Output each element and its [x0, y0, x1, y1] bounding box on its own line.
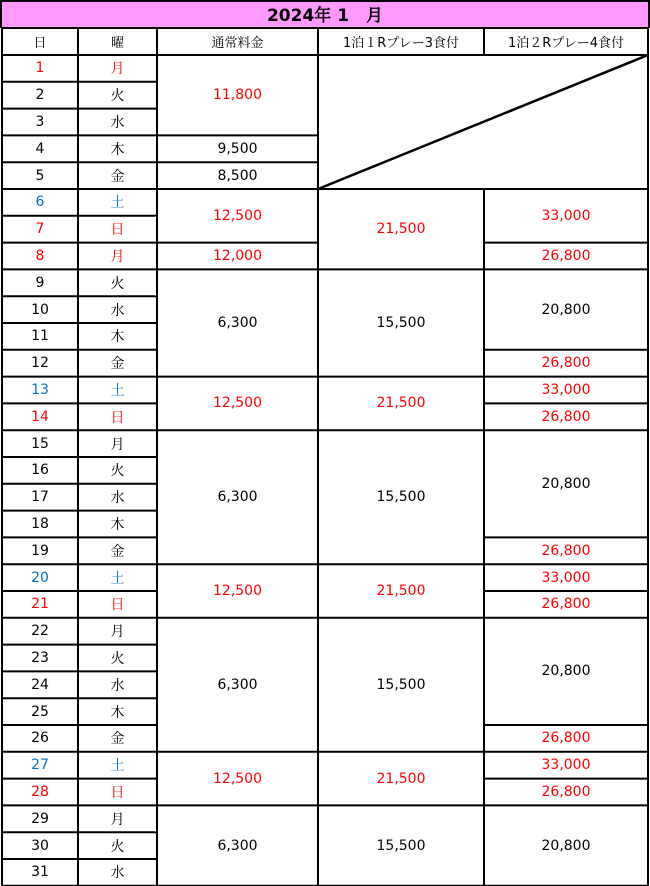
- weekday-cell: 金: [110, 731, 125, 748]
- weekday-cell: 日: [110, 409, 125, 426]
- regular-price-cell: 12,000: [213, 247, 262, 264]
- weekday-cell: 火: [110, 463, 125, 480]
- weekday-cell: 月: [110, 61, 125, 78]
- day-cell: 22: [31, 623, 49, 640]
- weekday-cell: 金: [110, 356, 125, 373]
- plan2-price-cell: 20,800: [541, 475, 591, 492]
- day-cell: 17: [31, 489, 49, 506]
- plan2-price-cell: 26,800: [541, 355, 591, 372]
- plan1-price-cell: 15,500: [376, 676, 426, 693]
- weekday-cell: 木: [110, 704, 125, 721]
- regular-price-cell: 12,500: [213, 582, 262, 599]
- plan2-price-cell: 26,800: [541, 247, 591, 264]
- plan2-price-cell: 20,800: [541, 837, 591, 854]
- day-cell: 9: [35, 274, 45, 291]
- day-cell: 6: [35, 194, 45, 211]
- column-header: 1泊１Rプレー3食付: [342, 36, 460, 51]
- day-cell: 25: [31, 703, 49, 720]
- day-cell: 8: [35, 247, 45, 264]
- day-cell: 14: [31, 408, 49, 425]
- day-cell: 11: [31, 328, 49, 345]
- plan2-price-cell: 26,800: [541, 408, 591, 425]
- weekday-cell: 水: [110, 114, 125, 131]
- weekday-cell: 金: [110, 543, 125, 560]
- day-cell: 4: [35, 140, 45, 157]
- weekday-cell: 土: [110, 195, 125, 212]
- weekday-cell: 水: [110, 302, 125, 319]
- plan1-price-cell: 15,500: [376, 314, 426, 331]
- plan1-price-cell: 21,500: [376, 395, 426, 412]
- plan2-price-cell: 26,800: [541, 542, 591, 559]
- day-cell: 2: [35, 87, 45, 104]
- plan2-price-cell: 26,800: [541, 783, 591, 800]
- weekday-cell: 木: [110, 141, 125, 158]
- weekday-cell: 日: [110, 222, 125, 239]
- day-cell: 15: [31, 435, 49, 452]
- weekday-cell: 月: [110, 811, 125, 828]
- day-cell: 29: [31, 810, 49, 827]
- regular-price-cell: 6,300: [217, 676, 258, 693]
- regular-price-cell: 6,300: [217, 837, 258, 854]
- weekday-cell: 日: [110, 784, 125, 801]
- day-cell: 27: [31, 757, 49, 774]
- day-cell: 10: [31, 301, 49, 318]
- day-cell: 1: [35, 60, 45, 77]
- regular-price-cell: 12,500: [213, 770, 262, 787]
- regular-price-cell: 6,300: [217, 489, 258, 506]
- regular-price-cell: 12,500: [213, 395, 262, 412]
- weekday-cell: 月: [110, 436, 125, 453]
- weekday-cell: 水: [110, 677, 125, 694]
- plan1-price-cell: 15,500: [376, 837, 426, 854]
- column-header: 1泊２Rプレー4食付: [507, 36, 625, 51]
- day-cell: 7: [35, 221, 45, 238]
- plan1-price-cell: 15,500: [376, 489, 426, 506]
- weekday-cell: 土: [110, 570, 125, 587]
- day-cell: 16: [31, 462, 49, 479]
- regular-price-cell: 8,500: [217, 167, 258, 184]
- weekday-cell: 土: [110, 382, 125, 399]
- column-header: 日: [33, 36, 47, 51]
- weekday-cell: 火: [110, 838, 125, 855]
- plan2-price-cell: 33,000: [541, 207, 591, 224]
- plan2-price-cell: 33,000: [541, 381, 591, 398]
- day-cell: 19: [31, 542, 49, 559]
- day-cell: 12: [31, 355, 49, 372]
- weekday-cell: 水: [110, 490, 125, 507]
- plan2-price-cell: 20,800: [541, 301, 591, 318]
- weekday-cell: 水: [110, 865, 125, 882]
- weekday-cell: 木: [110, 329, 125, 346]
- weekday-cell: 月: [110, 248, 125, 265]
- day-cell: 20: [31, 569, 49, 586]
- plan2-price-cell: 33,000: [541, 757, 591, 774]
- day-cell: 28: [31, 783, 49, 800]
- weekday-cell: 日: [110, 597, 125, 614]
- day-cell: 21: [31, 596, 49, 613]
- plan1-price-cell: 21,500: [376, 582, 426, 599]
- weekday-cell: 金: [110, 168, 125, 185]
- weekday-cell: 土: [110, 758, 125, 775]
- page-title: 2024年 1 月: [0, 0, 650, 28]
- day-cell: 5: [35, 167, 45, 184]
- day-cell: 26: [31, 730, 49, 747]
- plan2-price-cell: 26,800: [541, 730, 591, 747]
- day-cell: 13: [31, 381, 49, 398]
- plan2-price-cell: 33,000: [541, 569, 591, 586]
- day-cell: 24: [31, 676, 49, 693]
- plan1-price-cell: 21,500: [376, 770, 426, 787]
- day-cell: 18: [31, 515, 49, 532]
- weekday-cell: 月: [110, 624, 125, 641]
- column-header: 曜: [110, 36, 124, 51]
- weekday-cell: 木: [110, 516, 125, 533]
- weekday-cell: 火: [110, 650, 125, 667]
- regular-price-cell: 6,300: [217, 314, 258, 331]
- regular-price-cell: 9,500: [217, 140, 258, 157]
- plan2-price-cell: 26,800: [541, 596, 591, 613]
- day-cell: 3: [35, 113, 45, 130]
- regular-price-cell: 12,500: [213, 207, 262, 224]
- day-cell: 30: [31, 837, 49, 854]
- plan1-price-cell: 21,500: [376, 221, 426, 238]
- day-cell: 23: [31, 649, 49, 666]
- weekday-cell: 火: [110, 275, 125, 292]
- regular-price-cell: 11,800: [213, 87, 262, 104]
- weekday-cell: 火: [110, 88, 125, 105]
- column-header: 通常料金: [211, 36, 264, 51]
- day-cell: 31: [31, 864, 49, 881]
- plan2-price-cell: 20,800: [541, 663, 591, 680]
